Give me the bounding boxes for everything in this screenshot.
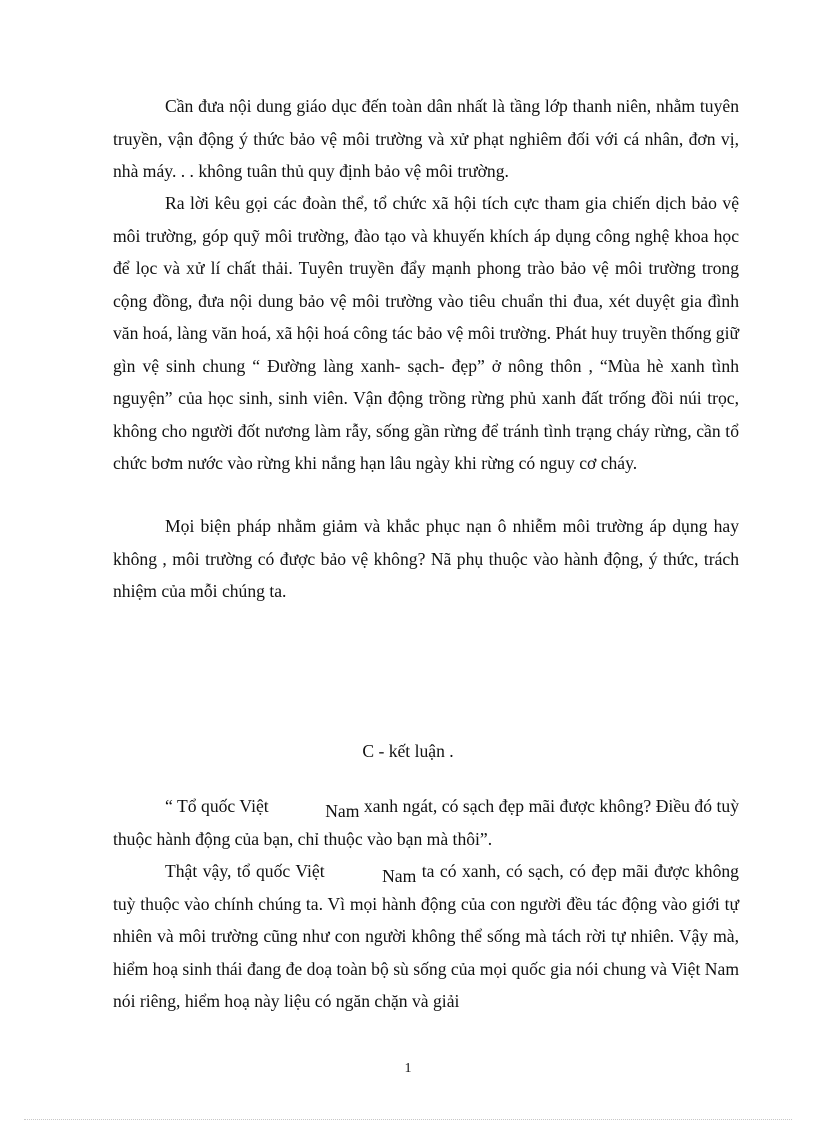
- paragraph-call-to-action: Ra lời kêu gọi các đoàn thể, tổ chức xã hội tích cực tham gia chiến dịch bảo vệ môi trường, góp quỹ môi trường, đào tạo và khuyến khích áp dụng công nghệ khoa học để lọc và xử lí chất thải. Tuyên truyền đẩy mạnh phong trào bảo vệ môi trường trong cộng đồng, đưa nội dung bảo vệ môi trường vào tiêu chuẩn thi đua, xét duyệt gia đình văn hoá, làng văn hoá, xã hội hoá công tác bảo vệ môi trường. Phát huy truyền thống giữ gìn vệ sinh chung “ Đường làng xanh- sạch- đẹp” ở nông thôn , “Mùa hè xanh tình nguyện” của học sinh, sinh viên. Vận động trồng rừng phủ xanh đất trống đồi núi trọc, không cho người đốt nương làm rẫy, sống gần rừng để tránh tình trạng cháy rừng, cần tổ chức bơm nước vào rừng khi nắng hạn lâu ngày khi rừng có nguy cơ cháy.: [113, 193, 739, 473]
- paragraph-conclusion: [113, 855, 739, 1018]
- quote-text-start: “ Tổ quốc Việt: [165, 796, 274, 816]
- conclusion-country-name: Nam: [382, 866, 417, 886]
- paragraph-education: Cần đưa nội dung giáo dục đến toàn dân nhất là tầng lớp thanh niên, nhằm tuyên truyền, vận động ý thức bảo vệ môi trường và xử phạt nghiêm đối với cá nhân, đơn vị, nhà máy. . . không tuân thủ quy định bảo vệ môi trường.: [113, 96, 739, 181]
- page-bottom-divider: [24, 1119, 792, 1120]
- conclusion-text-end: ta có xanh, có sạch, có đẹp mãi được không tuỳ thuộc vào chính chúng ta. Vì mọi hành động của con người đều tác động vào giới tự nhiên và môi trường cũng như con người không thể sống mà tách rời tự nhiên. Vậy mà, hiểm hoạ sinh thái đang đe doạ toàn bộ sù sống của mọi quốc gia nói chung và Việt Nam nói riêng, hiểm hoạ này liệu có ngăn chặn và giải: [113, 861, 739, 1011]
- conclusion-text-start: Thật vậy, tổ quốc Việt: [165, 861, 331, 881]
- paragraph-quote: [113, 790, 739, 855]
- page-number: 1: [404, 1061, 412, 1076]
- paragraph-responsibility: Mọi biện pháp nhằm giảm và khắc phục nạn ô nhiễm môi trường áp dụng hay không , môi trường có được bảo vệ không? Nã phụ thuộc vào hành động, ý thức, trách nhiệm của mỗi chúng ta.: [113, 516, 739, 601]
- quote-country-name: Nam: [325, 801, 360, 821]
- section-heading-conclusion: C - kết luận .: [362, 741, 454, 761]
- quote-text-end: xanh ngát, có sạch đẹp mãi được không? Điều đó tuỳ thuộc hành động của bạn, chỉ thuộc vào bạn mà thôi”.: [113, 796, 740, 849]
